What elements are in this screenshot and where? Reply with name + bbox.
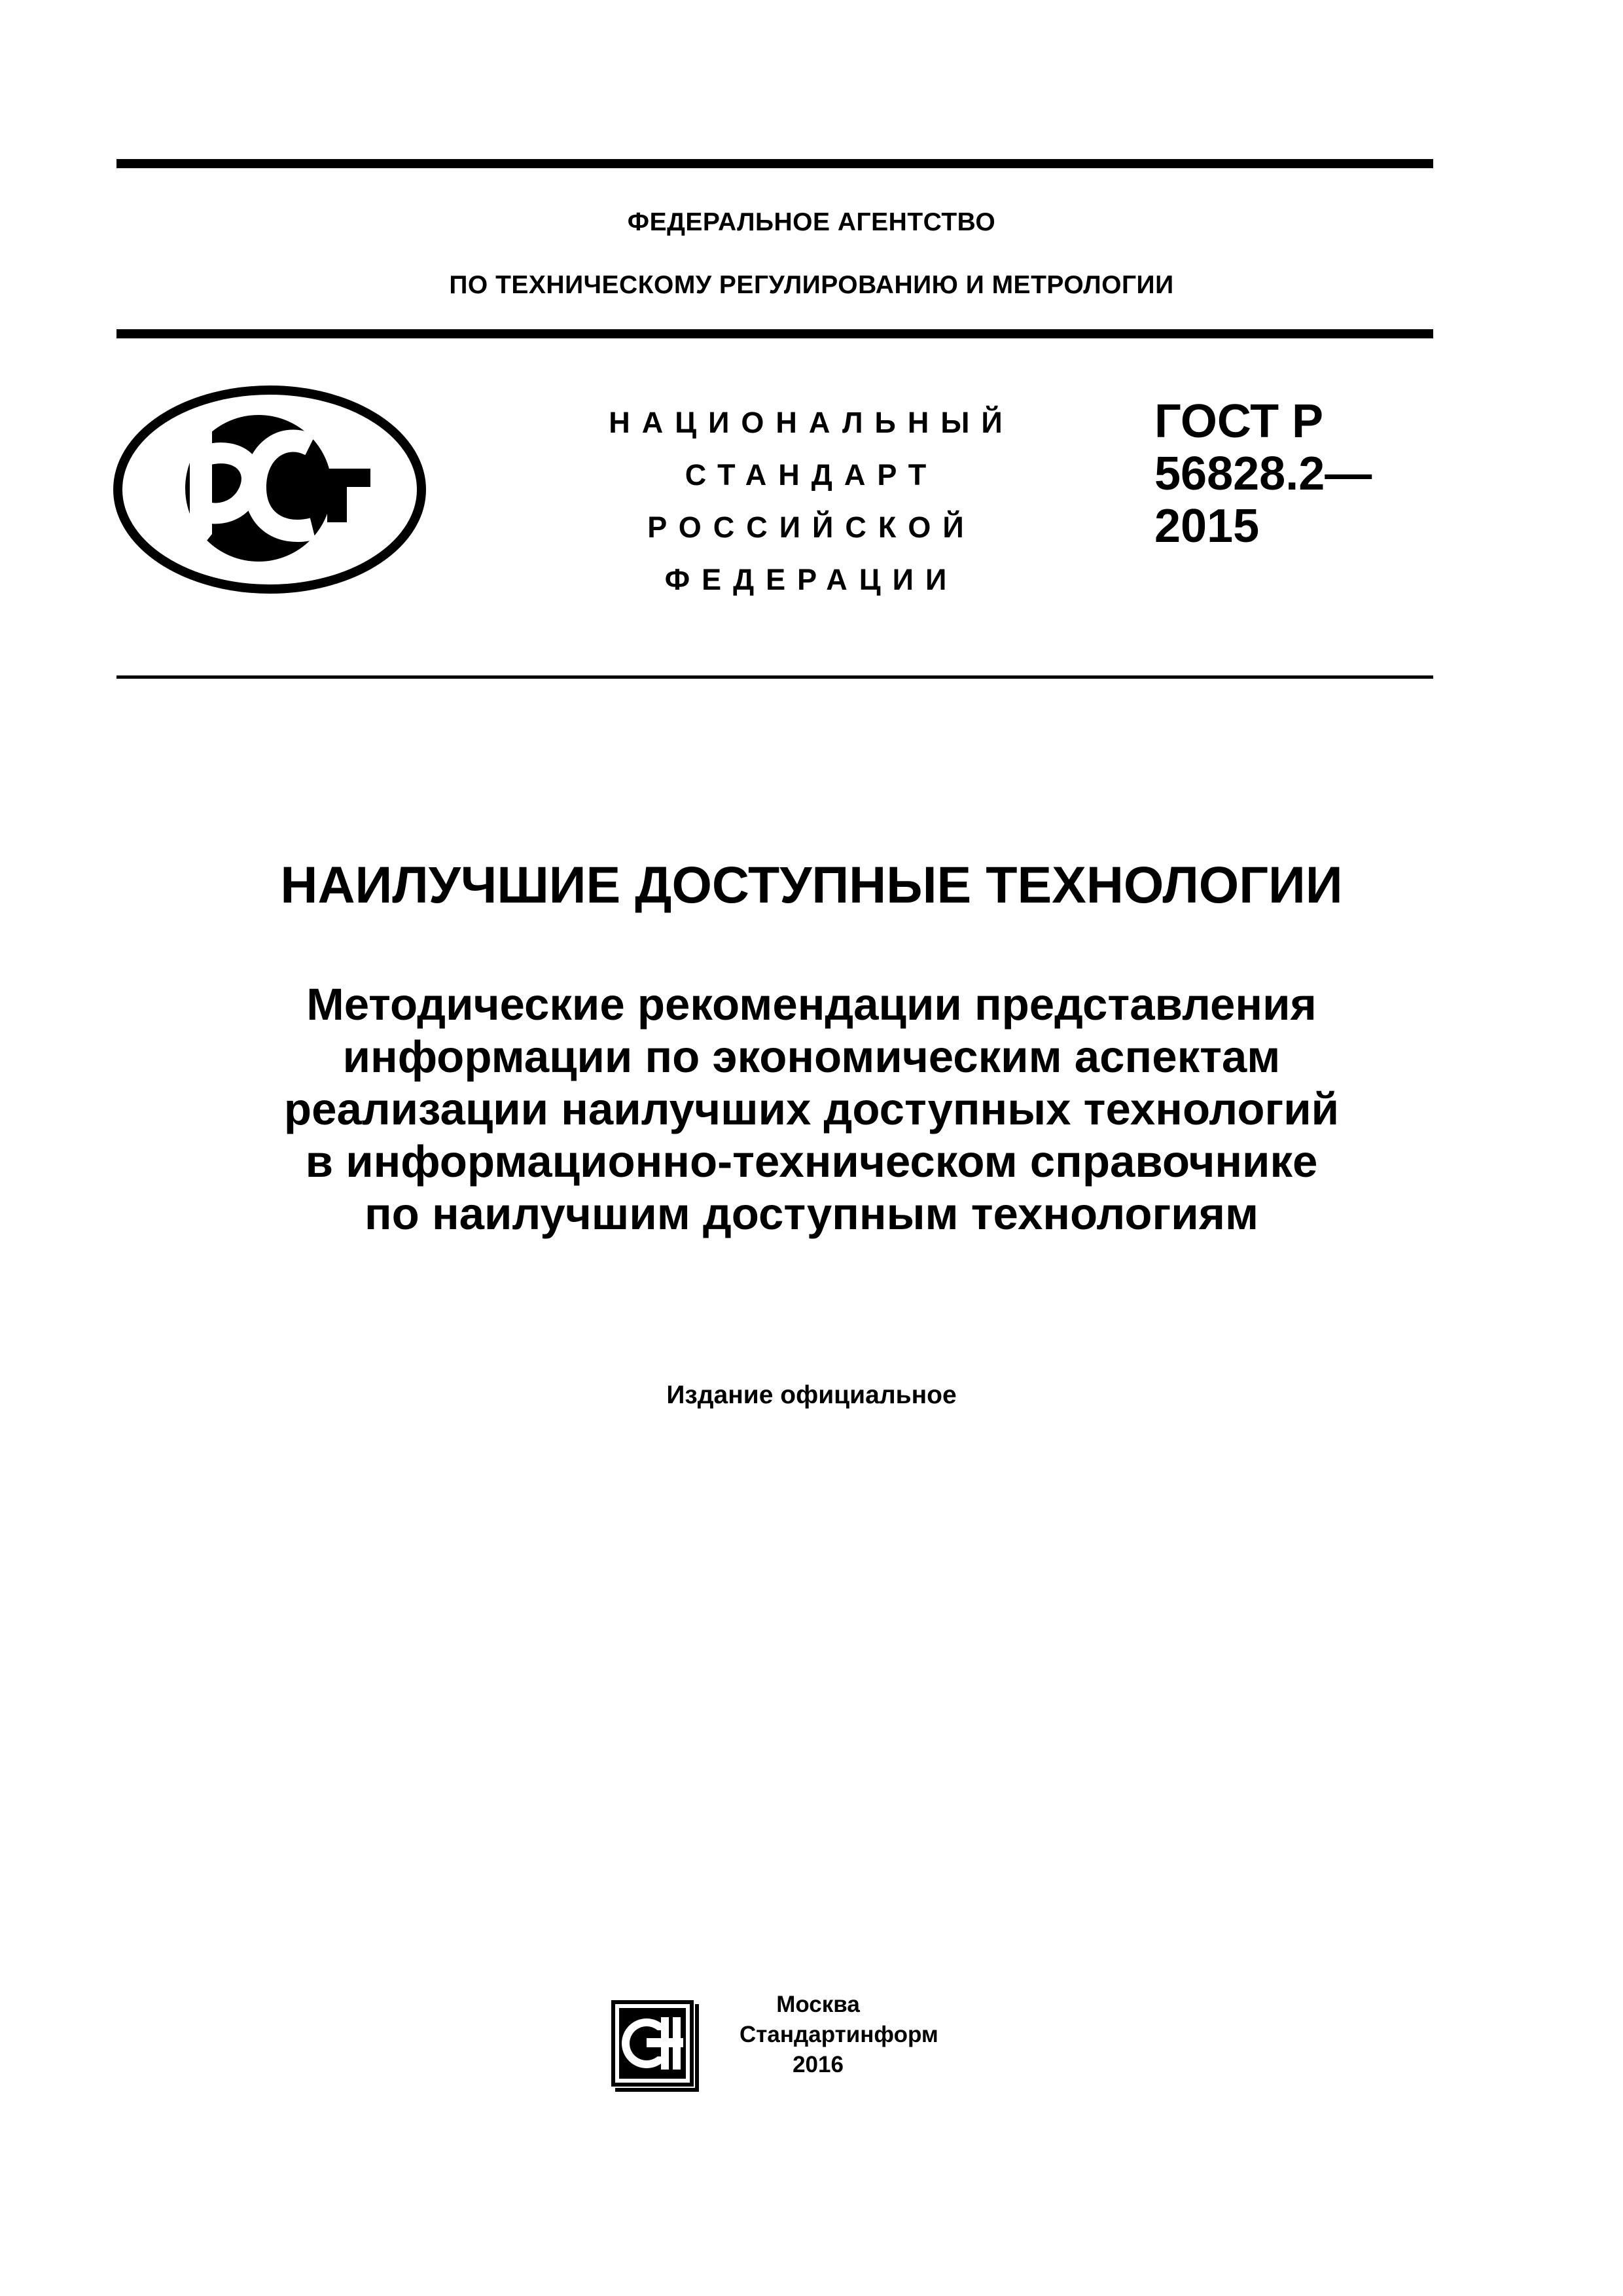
subtitle-line5: по наилучшим доступным технологиям — [364, 1189, 1259, 1239]
standartinform-logo-icon — [609, 1998, 700, 2092]
publication-year: 2016 — [793, 2052, 844, 2077]
section-rule — [116, 675, 1433, 679]
agency-name-line2: ПО ТЕХНИЧЕСКОМУ РЕГУЛИРОВАНИЮ И МЕТРОЛОГИИ — [449, 271, 1174, 299]
header-bottom-rule — [116, 329, 1433, 338]
edition-label: Издание официальное — [666, 1381, 957, 1409]
subtitle-line3: реализации наилучших доступных технологий — [283, 1084, 1340, 1134]
standard-type-line4: ФЕДЕРАЦИИ — [664, 563, 959, 596]
rst-gost-mark-icon — [113, 385, 427, 594]
document-title: НАИЛУЧШИЕ ДОСТУПНЫЕ ТЕХНОЛОГИИ — [280, 855, 1343, 914]
agency-name-line1: ФЕДЕРАЛЬНОЕ АГЕНТСТВО — [627, 208, 996, 236]
publisher-city: Москва — [776, 1992, 860, 2017]
standard-type-line1: НАЦИОНАЛЬНЫЙ — [609, 406, 1014, 439]
subtitle-line1: Методические рекомендации представления — [306, 979, 1317, 1030]
top-rule — [116, 159, 1433, 168]
document-subtitle — [92, 978, 1531, 1240]
designation-line2: 56828.2— — [1154, 448, 1372, 500]
designation-line1: ГОСТ Р — [1154, 395, 1324, 448]
publisher-imprint — [740, 1990, 938, 2080]
publisher-name: Стандартинформ — [740, 2022, 938, 2047]
subtitle-line4: в информационно-техническом справочнике — [305, 1136, 1318, 1187]
subtitle-line2: информации по экономическим аспектам — [342, 1031, 1281, 1082]
standard-type-line2: СТАНДАРТ — [685, 458, 938, 492]
designation-line3: 2015 — [1154, 500, 1260, 552]
standard-type-line3: РОССИЙСКОЙ — [647, 511, 976, 544]
